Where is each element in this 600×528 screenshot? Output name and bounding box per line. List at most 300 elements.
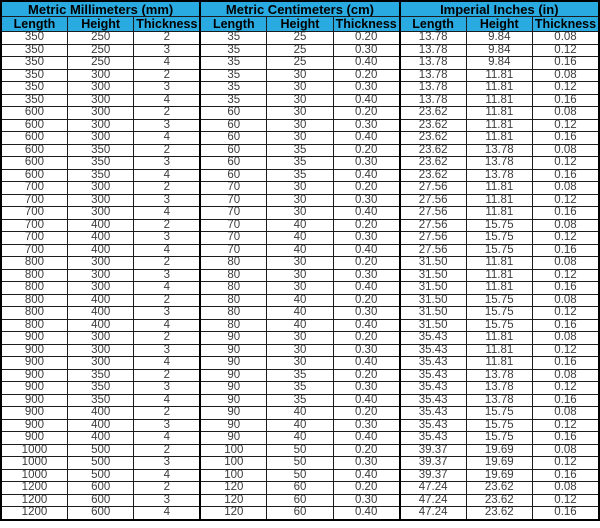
table-cell: 2: [134, 294, 200, 307]
table-row: [1, 219, 599, 232]
table-row: [1, 382, 599, 395]
table-cell: 0.16: [533, 282, 600, 295]
table-cell: 400: [67, 407, 133, 420]
table-cell: 30: [267, 269, 333, 282]
table-cell: 2: [134, 107, 200, 120]
table-cell: 35: [200, 44, 266, 57]
table-row: [1, 507, 599, 520]
table-cell: 31.50: [400, 257, 466, 270]
table-cell: 0.20: [333, 332, 399, 345]
table-cell: 0.30: [333, 194, 399, 207]
table-cell: 4: [134, 207, 200, 220]
table-cell: 15.75: [466, 319, 532, 332]
table-cell: 0.30: [333, 494, 399, 507]
table-cell: 27.56: [400, 207, 466, 220]
table-cell: 60: [200, 169, 266, 182]
table-cell: 0.12: [533, 457, 600, 470]
table-cell: 27.56: [400, 182, 466, 195]
table-cell: 0.40: [333, 319, 399, 332]
table-cell: 0.08: [533, 332, 600, 345]
table-cell: 900: [1, 369, 67, 382]
table-cell: 11.81: [466, 257, 532, 270]
table-cell: 19.69: [466, 444, 532, 457]
table-cell: 800: [1, 294, 67, 307]
table-cell: 350: [1, 32, 67, 45]
column-header-thickness: Thickness: [533, 17, 600, 32]
table-cell: 800: [1, 319, 67, 332]
table-cell: 50: [267, 457, 333, 470]
table-cell: 0.12: [533, 494, 600, 507]
table-cell: 4: [134, 94, 200, 107]
table-cell: 15.75: [466, 294, 532, 307]
table-cell: 0.12: [533, 269, 600, 282]
table-cell: 31.50: [400, 282, 466, 295]
table-cell: 300: [67, 357, 133, 370]
column-header-row: [1, 17, 599, 32]
table-cell: 40: [267, 319, 333, 332]
table-cell: 250: [67, 44, 133, 57]
table-cell: 40: [267, 307, 333, 320]
table-cell: 0.12: [533, 419, 600, 432]
table-cell: 0.08: [533, 219, 600, 232]
table-cell: 80: [200, 294, 266, 307]
table-cell: 11.81: [466, 332, 532, 345]
table-cell: 15.75: [466, 307, 532, 320]
table-cell: 0.30: [333, 344, 399, 357]
table-row: [1, 369, 599, 382]
table-cell: 0.30: [333, 82, 399, 95]
table-cell: 900: [1, 432, 67, 445]
table-cell: 35.43: [400, 432, 466, 445]
table-cell: 300: [67, 107, 133, 120]
table-cell: 35: [267, 369, 333, 382]
table-cell: 600: [1, 157, 67, 170]
table-cell: 0.20: [333, 444, 399, 457]
table-cell: 15.75: [466, 232, 532, 245]
table-cell: 400: [67, 244, 133, 257]
table-cell: 0.08: [533, 107, 600, 120]
table-cell: 800: [1, 269, 67, 282]
table-cell: 30: [267, 257, 333, 270]
table-cell: 400: [67, 219, 133, 232]
table-cell: 35.43: [400, 382, 466, 395]
table-cell: 0.20: [333, 257, 399, 270]
table-cell: 3: [134, 457, 200, 470]
table-cell: 11.81: [466, 194, 532, 207]
table-cell: 90: [200, 369, 266, 382]
table-cell: 300: [67, 182, 133, 195]
table-cell: 0.08: [533, 444, 600, 457]
table-cell: 4: [134, 132, 200, 145]
table-cell: 300: [67, 194, 133, 207]
table-cell: 350: [1, 57, 67, 70]
table-cell: 500: [67, 444, 133, 457]
table-cell: 3: [134, 157, 200, 170]
table-cell: 35: [267, 382, 333, 395]
table-cell: 0.30: [333, 269, 399, 282]
table-cell: 90: [200, 419, 266, 432]
table-cell: 4: [134, 394, 200, 407]
table-row: [1, 444, 599, 457]
table-cell: 11.81: [466, 82, 532, 95]
table-cell: 13.78: [400, 82, 466, 95]
table-cell: 0.30: [333, 419, 399, 432]
table-cell: 4: [134, 432, 200, 445]
table-row: [1, 357, 599, 370]
table-row: [1, 44, 599, 57]
table-cell: 19.69: [466, 457, 532, 470]
table-cell: 0.16: [533, 319, 600, 332]
table-cell: 35: [200, 69, 266, 82]
table-cell: 900: [1, 332, 67, 345]
table-cell: 900: [1, 344, 67, 357]
table-cell: 0.40: [333, 394, 399, 407]
table-cell: 11.81: [466, 357, 532, 370]
table-cell: 1000: [1, 444, 67, 457]
table-cell: 27.56: [400, 194, 466, 207]
table-cell: 30: [267, 119, 333, 132]
table-cell: 2: [134, 144, 200, 157]
table-cell: 90: [200, 357, 266, 370]
table-cell: 60: [200, 132, 266, 145]
table-row: [1, 294, 599, 307]
table-cell: 0.20: [333, 294, 399, 307]
table-cell: 600: [1, 107, 67, 120]
table-cell: 4: [134, 282, 200, 295]
table-cell: 40: [267, 232, 333, 245]
table-cell: 0.12: [533, 307, 600, 320]
table-cell: 0.40: [333, 244, 399, 257]
table-cell: 0.30: [333, 44, 399, 57]
table-cell: 70: [200, 244, 266, 257]
table-cell: 30: [267, 82, 333, 95]
table-cell: 1000: [1, 457, 67, 470]
table-cell: 0.16: [533, 207, 600, 220]
table-cell: 30: [267, 94, 333, 107]
table-cell: 250: [67, 32, 133, 45]
table-cell: 400: [67, 432, 133, 445]
table-row: [1, 394, 599, 407]
table-cell: 0.40: [333, 207, 399, 220]
table-cell: 2: [134, 182, 200, 195]
table-cell: 90: [200, 344, 266, 357]
table-row: [1, 319, 599, 332]
column-header-height: Height: [267, 17, 333, 32]
table-cell: 3: [134, 82, 200, 95]
table-cell: 0.40: [333, 432, 399, 445]
table-row: [1, 457, 599, 470]
table-cell: 3: [134, 44, 200, 57]
column-header-length: Length: [400, 17, 466, 32]
group-header-metric-centimeters: Metric Centimeters (cm): [200, 1, 399, 17]
table-cell: 0.08: [533, 257, 600, 270]
table-cell: 0.08: [533, 369, 600, 382]
table-cell: 3: [134, 269, 200, 282]
table-cell: 0.30: [333, 382, 399, 395]
table-cell: 15.75: [466, 432, 532, 445]
table-cell: 90: [200, 394, 266, 407]
table-cell: 0.16: [533, 169, 600, 182]
table-cell: 0.20: [333, 107, 399, 120]
table-cell: 13.78: [400, 44, 466, 57]
table-cell: 40: [267, 294, 333, 307]
table-cell: 0.16: [533, 132, 600, 145]
table-cell: 350: [1, 69, 67, 82]
table-cell: 23.62: [400, 144, 466, 157]
table-cell: 1200: [1, 494, 67, 507]
table-cell: 25: [267, 32, 333, 45]
table-cell: 700: [1, 219, 67, 232]
table-cell: 90: [200, 332, 266, 345]
table-cell: 13.78: [466, 382, 532, 395]
table-cell: 120: [200, 494, 266, 507]
table-cell: 2: [134, 32, 200, 45]
table-cell: 900: [1, 382, 67, 395]
table-row: [1, 82, 599, 95]
table-cell: 300: [67, 282, 133, 295]
table-row: [1, 57, 599, 70]
table-cell: 13.78: [466, 157, 532, 170]
table-row: [1, 494, 599, 507]
table-cell: 9.84: [466, 57, 532, 70]
table-cell: 350: [1, 82, 67, 95]
table-cell: 31.50: [400, 294, 466, 307]
table-cell: 80: [200, 307, 266, 320]
table-cell: 15.75: [466, 419, 532, 432]
table-cell: 60: [200, 119, 266, 132]
table-cell: 35.43: [400, 344, 466, 357]
table-cell: 3: [134, 194, 200, 207]
table-cell: 300: [67, 332, 133, 345]
table-cell: 600: [1, 132, 67, 145]
table-cell: 11.81: [466, 344, 532, 357]
table-cell: 0.16: [533, 57, 600, 70]
table-cell: 60: [267, 507, 333, 520]
table-cell: 30: [267, 357, 333, 370]
table-cell: 30: [267, 107, 333, 120]
table-cell: 23.62: [466, 494, 532, 507]
table-cell: 2: [134, 69, 200, 82]
table-row: [1, 157, 599, 170]
table-cell: 600: [67, 507, 133, 520]
table-cell: 0.16: [533, 432, 600, 445]
table-cell: 0.08: [533, 407, 600, 420]
table-cell: 60: [267, 482, 333, 495]
table-cell: 2: [134, 219, 200, 232]
table-cell: 300: [67, 257, 133, 270]
table-cell: 30: [267, 282, 333, 295]
table-cell: 90: [200, 382, 266, 395]
column-header-thickness: Thickness: [134, 17, 200, 32]
table-row: [1, 94, 599, 107]
table-cell: 3: [134, 119, 200, 132]
table-row: [1, 182, 599, 195]
table-cell: 600: [1, 119, 67, 132]
table-cell: 70: [200, 182, 266, 195]
table-row: [1, 194, 599, 207]
table-cell: 0.20: [333, 144, 399, 157]
table-cell: 700: [1, 244, 67, 257]
table-cell: 13.78: [466, 144, 532, 157]
table-cell: 0.08: [533, 69, 600, 82]
table-cell: 2: [134, 257, 200, 270]
table-cell: 23.62: [400, 107, 466, 120]
table-cell: 500: [67, 469, 133, 482]
table-cell: 0.30: [333, 307, 399, 320]
table-cell: 39.37: [400, 444, 466, 457]
table-cell: 35.43: [400, 419, 466, 432]
table-cell: 90: [200, 432, 266, 445]
table-cell: 350: [67, 157, 133, 170]
table-cell: 300: [67, 119, 133, 132]
table-cell: 80: [200, 282, 266, 295]
table-cell: 13.78: [466, 169, 532, 182]
group-header-imperial-inches: Imperial Inches (in): [400, 1, 599, 17]
table-cell: 90: [200, 407, 266, 420]
table-cell: 40: [267, 244, 333, 257]
table-cell: 0.08: [533, 144, 600, 157]
column-header-thickness: Thickness: [333, 17, 399, 32]
table-cell: 2: [134, 444, 200, 457]
table-cell: 35: [200, 82, 266, 95]
table-cell: 30: [267, 182, 333, 195]
table-cell: 4: [134, 57, 200, 70]
table-cell: 35.43: [400, 407, 466, 420]
table-cell: 13.78: [466, 394, 532, 407]
table-cell: 23.62: [400, 169, 466, 182]
table-cell: 300: [67, 344, 133, 357]
table-cell: 0.40: [333, 357, 399, 370]
table-row: [1, 107, 599, 120]
table-cell: 700: [1, 207, 67, 220]
table-cell: 0.12: [533, 157, 600, 170]
table-cell: 600: [67, 482, 133, 495]
table-cell: 35: [267, 144, 333, 157]
table-cell: 0.40: [333, 57, 399, 70]
table-cell: 3: [134, 382, 200, 395]
table-cell: 0.16: [533, 357, 600, 370]
table-cell: 600: [1, 169, 67, 182]
table-cell: 2: [134, 332, 200, 345]
table-cell: 31.50: [400, 319, 466, 332]
table-cell: 100: [200, 469, 266, 482]
table-row: [1, 169, 599, 182]
table-cell: 47.24: [400, 494, 466, 507]
table-cell: 500: [67, 457, 133, 470]
table-row: [1, 269, 599, 282]
table-cell: 35: [200, 57, 266, 70]
table-cell: 70: [200, 232, 266, 245]
table-cell: 27.56: [400, 232, 466, 245]
table-cell: 0.30: [333, 457, 399, 470]
table-cell: 11.81: [466, 282, 532, 295]
table-cell: 120: [200, 482, 266, 495]
table-row: [1, 407, 599, 420]
table-cell: 27.56: [400, 244, 466, 257]
table-cell: 35.43: [400, 369, 466, 382]
group-header-metric-millimeters: Metric Millimeters (mm): [1, 1, 200, 17]
table-row: [1, 257, 599, 270]
table-row: [1, 482, 599, 495]
table-cell: 39.37: [400, 469, 466, 482]
table-cell: 350: [1, 94, 67, 107]
table-cell: 23.62: [400, 132, 466, 145]
table-cell: 15.75: [466, 407, 532, 420]
table-cell: 1200: [1, 507, 67, 520]
table-cell: 9.84: [466, 44, 532, 57]
table-cell: 35: [267, 157, 333, 170]
table-cell: 70: [200, 207, 266, 220]
table-cell: 13.78: [466, 369, 532, 382]
table-cell: 350: [67, 144, 133, 157]
table-cell: 47.24: [400, 482, 466, 495]
table-cell: 0.20: [333, 32, 399, 45]
table-cell: 120: [200, 507, 266, 520]
table-cell: 0.16: [533, 507, 600, 520]
table-cell: 13.78: [400, 57, 466, 70]
table-cell: 0.20: [333, 219, 399, 232]
table-row: [1, 469, 599, 482]
table-cell: 40: [267, 419, 333, 432]
table-cell: 350: [67, 394, 133, 407]
table-cell: 60: [200, 107, 266, 120]
table-cell: 0.08: [533, 294, 600, 307]
table-cell: 600: [67, 494, 133, 507]
table-cell: 3: [134, 344, 200, 357]
table-cell: 0.20: [333, 182, 399, 195]
table-cell: 0.08: [533, 32, 600, 45]
group-header-row: [1, 1, 599, 17]
table-cell: 80: [200, 257, 266, 270]
table-cell: 40: [267, 219, 333, 232]
table-cell: 0.40: [333, 94, 399, 107]
table-row: [1, 432, 599, 445]
column-header-height: Height: [67, 17, 133, 32]
table-row: [1, 69, 599, 82]
table-cell: 0.30: [333, 232, 399, 245]
table-cell: 300: [67, 269, 133, 282]
table-cell: 31.50: [400, 307, 466, 320]
table-row: [1, 144, 599, 157]
table-cell: 30: [267, 344, 333, 357]
table-cell: 0.16: [533, 394, 600, 407]
table-cell: 19.69: [466, 469, 532, 482]
table-row: [1, 119, 599, 132]
table-cell: 0.20: [333, 69, 399, 82]
table-cell: 2: [134, 407, 200, 420]
table-cell: 11.81: [466, 119, 532, 132]
table-cell: 60: [200, 144, 266, 157]
table-cell: 50: [267, 469, 333, 482]
table-cell: 40: [267, 432, 333, 445]
table-cell: 300: [67, 69, 133, 82]
table-cell: 11.81: [466, 182, 532, 195]
table-cell: 23.62: [466, 507, 532, 520]
table-cell: 11.81: [466, 94, 532, 107]
table-cell: 30: [267, 69, 333, 82]
table-cell: 100: [200, 444, 266, 457]
table-cell: 0.12: [533, 382, 600, 395]
table-cell: 0.12: [533, 82, 600, 95]
table-cell: 35: [200, 32, 266, 45]
table-cell: 0.40: [333, 469, 399, 482]
table-cell: 80: [200, 319, 266, 332]
table-cell: 0.40: [333, 282, 399, 295]
table-cell: 23.62: [466, 482, 532, 495]
table-body: [1, 32, 599, 520]
table-cell: 0.40: [333, 132, 399, 145]
table-cell: 0.12: [533, 194, 600, 207]
